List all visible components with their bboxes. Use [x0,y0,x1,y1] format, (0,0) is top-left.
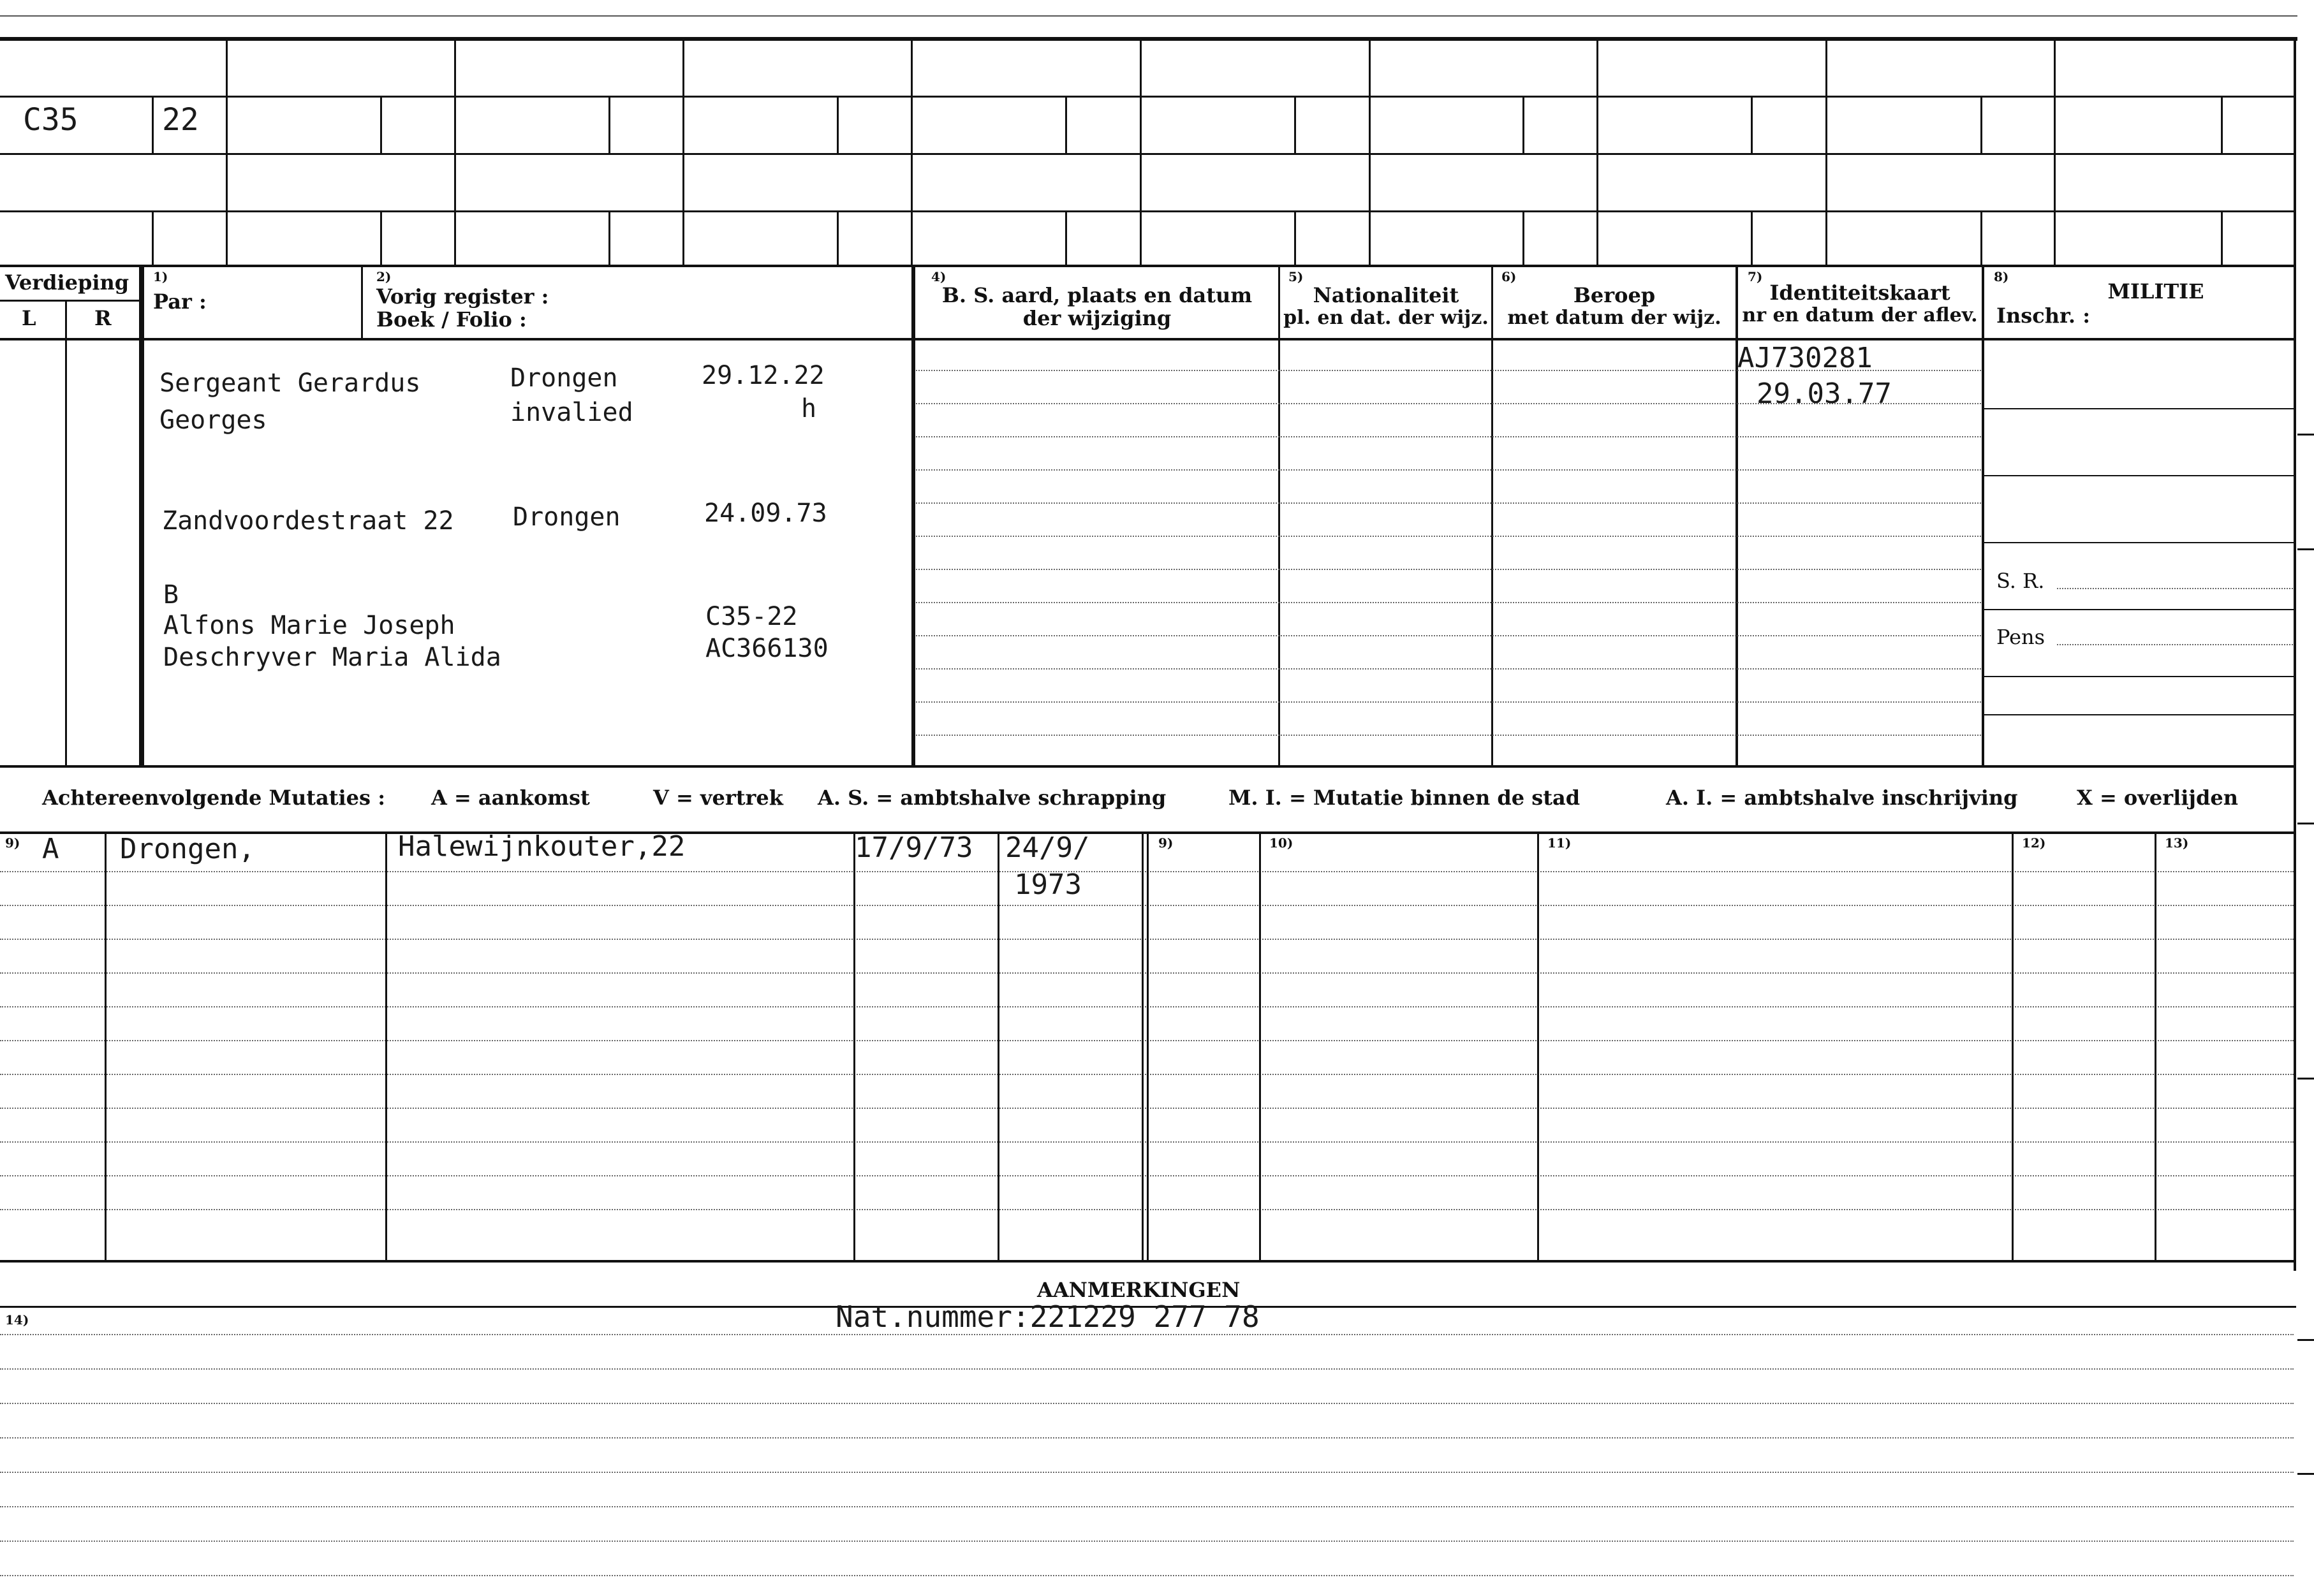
top-grid-minor [152,212,154,265]
verdieping-l: L [22,306,36,330]
militie-line [1984,408,2295,409]
remarks-dotted-line [0,1437,2294,1439]
mut-col-divider [385,833,387,1261]
top-grid-divider [1140,38,1142,266]
edge-tick [2297,1078,2314,1080]
top-grid-divider [1825,38,1827,266]
top-border [0,37,2297,41]
verdieping-split [0,300,139,302]
mutaties-mi: M. I. = Mutatie binnen de stad [1228,786,1581,810]
top-grid-minor [608,97,610,153]
person-birth-date: 29.12.22 [702,361,825,390]
mut-type: A [42,833,59,865]
mut-col-divider [1537,833,1539,1261]
h7-line2: nr en datum der aflev. [1742,304,1978,326]
remarks-title: AANMERKINGEN [1037,1278,1241,1302]
mut-col-divider [2155,833,2156,1261]
mut-col-12: 12) [2022,835,2046,851]
top-grid-minor [1751,97,1753,153]
militie-sr-line [2057,588,2293,589]
col-divider-6 [1491,267,1493,766]
col-divider-main [911,267,915,766]
top-grid-minor [380,212,382,265]
body-dotted-line [916,469,1981,471]
mut-col-13: 13) [2165,835,2189,851]
person-birth-place: Drongen [510,363,618,393]
top-grid-minor [837,97,839,153]
body-bottom-line [0,765,2296,768]
h5-line2: pl. en dat. der wijz. [1283,307,1489,329]
h6-line2: met datum der wijz. [1507,307,1721,329]
militie-line [1984,475,2295,476]
body-dotted-line [916,701,1981,703]
body-dotted-line [916,735,1981,736]
top-grid-minor [1980,212,1982,265]
col-divider-8 [1982,267,1984,766]
h7-num: 7) [1748,269,1763,284]
top-grid-minor [1522,212,1524,265]
h6-num: 6) [1501,269,1517,284]
mut-col-10: 10) [1269,835,1293,851]
h5-line1: Nationaliteit [1313,283,1459,307]
h4-line1: B. S. aard, plaats en datum [941,283,1253,307]
h5-num: 5) [1288,269,1304,284]
verdieping-r: R [94,306,112,330]
h8-militie: MILITIE [2107,279,2204,304]
person-address: Zandvoordestraat 22 [162,506,454,536]
person-address-city: Drongen [513,502,621,532]
person-address-date: 24.09.73 [704,499,827,528]
mut-col-divider [998,833,999,1261]
body-dotted-line [916,436,1981,437]
top-grid-minor [1751,212,1753,265]
mutaties-ai: A. I. = ambtshalve inschrijving [1666,786,2018,810]
top-grid-minor [1065,97,1067,153]
remarks-dotted-line [0,1368,2294,1370]
h2-boek: Boek / Folio : [376,307,527,332]
top-grid-line [0,210,2296,212]
remarks-dotted-line [0,1575,2294,1576]
remarks-nat-nummer: Nat.nummer:221229 277 78 [836,1299,1260,1334]
mut-col-9b: 9) [1158,835,1174,851]
edge-tick [2297,1339,2314,1341]
militie-pens: Pens [1996,625,2045,649]
top-grid-minor [608,212,610,265]
person-name1: Sergeant Gerardus [159,369,421,398]
remarks-dotted-line [0,1541,2294,1542]
edge-tick [2297,434,2314,436]
top-grid-minor [1522,97,1524,153]
h1-par: Par : [153,289,207,314]
col-divider-lr [65,301,67,766]
person-marital: B [163,580,179,610]
verdieping-label: Verdieping [5,270,129,295]
top-grid-divider [454,38,456,266]
mutaties-x: X = overlijden [2077,786,2238,810]
top-grid-divider [226,38,228,266]
mutaties-v: V = vertrek [653,786,783,810]
h8-num: 8) [1994,269,2009,284]
top-grid-minor [152,97,154,153]
remarks-dotted-line [0,1506,2294,1507]
body-dotted-line [916,536,1981,537]
header-bottom-line [0,338,2296,340]
body-dotted-line [916,635,1981,636]
identity-card-date: 29.03.77 [1757,377,1892,410]
edge-tick [2297,548,2314,550]
top-grid-minor [2221,97,2223,153]
remarks-dotted-line [0,1403,2294,1404]
top-grid-divider [682,38,684,266]
top-grid-line [0,265,2296,267]
h2-vorig: Vorig register : [376,284,549,309]
mut-col-divider [1142,833,1144,1261]
person-sex: h [801,394,817,423]
top-grid-minor [837,212,839,265]
h8-inschr: Inschr. : [1996,304,2091,328]
mut-date2a: 24/9/ [1005,831,1090,864]
top-grid-minor [1980,97,1982,153]
remarks-dotted-line [0,1472,2294,1473]
remarks-num: 14) [5,1312,29,1328]
mutation-bottom-line [0,1260,2296,1263]
person-ref2: AC366130 [705,634,829,663]
edge-tick [2297,1473,2314,1475]
militie-line [1984,609,2295,610]
person-father: Alfons Marie Joseph [163,611,455,640]
top-grid-divider [1596,38,1598,266]
mut-place: Drongen, [120,833,255,865]
col-divider-par [361,267,363,340]
militie-sr: S. R. [1996,569,2045,593]
mut-col-divider [853,833,855,1261]
top-grid-minor [380,97,382,153]
mutaties-as: A. S. = ambtshalve schrapping [818,786,1167,810]
h2-num: 2) [376,269,392,284]
col-divider-verdieping [139,267,144,766]
mut-street: Halewijnkouter,22 [398,830,686,863]
mut-col-11: 11) [1547,835,1572,851]
militie-line [1984,676,2295,677]
col-divider-5 [1278,267,1280,766]
body-dotted-line [916,502,1981,504]
top-grid-minor [1294,97,1296,153]
top-grid-number: 22 [162,102,199,138]
mut-col-divider [2012,833,2014,1261]
person-status: invalied [510,398,633,427]
top-grid-divider [1369,38,1371,266]
top-grid-divider [2054,38,2056,266]
top-grid-minor [2221,212,2223,265]
h4-num: 4) [931,269,947,284]
top-grid-line [0,153,2296,155]
mut-date2b: 1973 [1014,868,1082,901]
militie-pens-line [2057,644,2293,645]
remarks-dotted-line [0,1334,2294,1335]
top-grid-minor [1065,212,1067,265]
identity-card-no: AJ730281 [1737,342,1873,374]
edge-tick [2297,823,2314,824]
top-grid-divider [911,38,913,266]
top-grid-c35: C35 [23,102,78,138]
top-grid-line [0,96,2296,98]
person-name2: Georges [159,406,267,435]
mut-col-9: 9) [5,835,20,851]
person-mother: Deschryver Maria Alida [163,643,501,672]
top-grid-minor [1294,212,1296,265]
h1-num: 1) [153,269,168,284]
body-dotted-line [916,602,1981,603]
mut-col-divider [105,833,107,1261]
militie-line [1984,542,2295,543]
body-dotted-line [916,668,1981,670]
h7-line1: Identiteitskaart [1769,281,1950,305]
mutaties-a: A = aankomst [431,786,590,810]
mut-date1: 17/9/73 [855,831,973,864]
person-ref1: C35-22 [705,602,798,631]
mut-col-divider [1259,833,1261,1261]
scan-top-edge [0,15,2297,17]
h4-line2: der wijziging [1022,306,1172,330]
mutaties-title: Achtereenvolgende Mutaties : [42,786,385,810]
militie-line [1984,714,2295,715]
right-border [2294,37,2296,1271]
mut-col-divider [1147,833,1149,1261]
body-dotted-line [916,569,1981,570]
h6-line1: Beroep [1573,283,1656,307]
